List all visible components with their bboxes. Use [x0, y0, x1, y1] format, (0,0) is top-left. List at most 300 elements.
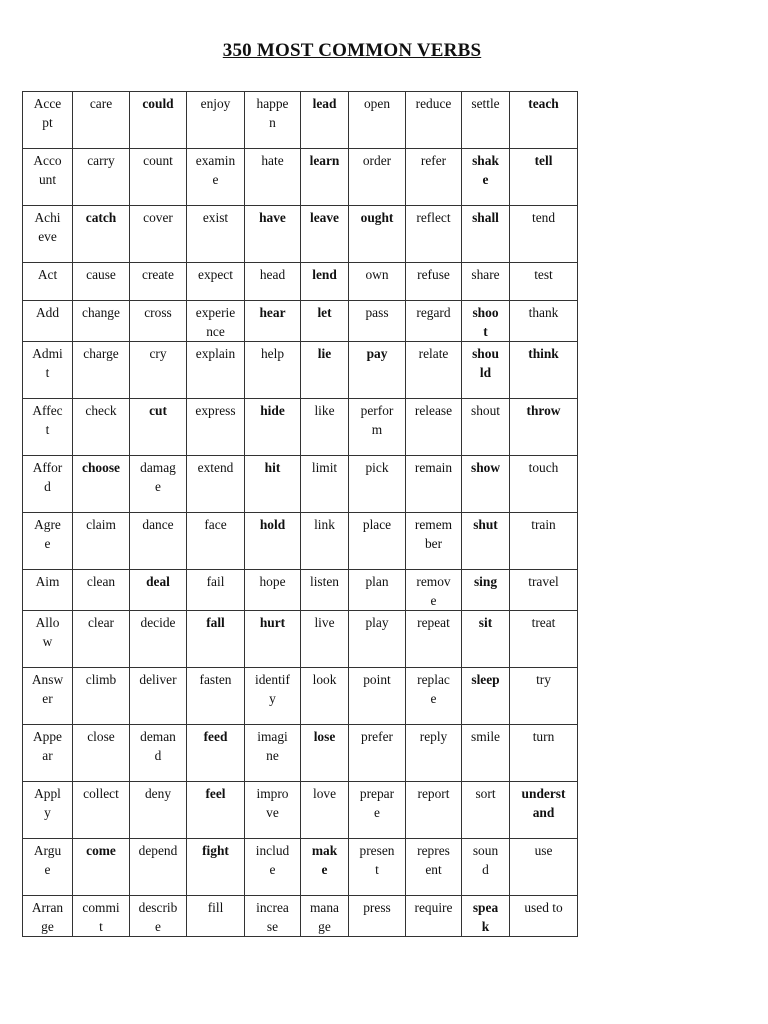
verb-cell-line: plan: [365, 574, 389, 589]
verb-cell-line: ge: [41, 919, 54, 934]
table-row: [23, 92, 578, 149]
verb-cell-line: refer: [420, 153, 447, 168]
verb-cell-line: ar: [42, 748, 53, 763]
verb-cell: [406, 668, 462, 725]
verb-cell: [23, 399, 73, 456]
verb-cell: [245, 570, 301, 611]
verb-cell: [349, 399, 406, 456]
verb-cell: [510, 725, 578, 782]
verb-cell-line: fasten: [199, 672, 232, 687]
verb-cell: [462, 725, 510, 782]
verb-cell-line: e: [430, 593, 437, 608]
verb-cell-line: sit: [478, 615, 493, 630]
verb-cell-line: exist: [202, 210, 229, 225]
verb-cell-line: climb: [85, 672, 117, 687]
verb-cell: [73, 839, 130, 896]
verb-cell-line: press: [363, 900, 391, 915]
verb-cell: [510, 570, 578, 611]
verb-cell-line: create: [142, 267, 174, 282]
verb-cell-line: Answ: [31, 672, 64, 687]
verb-cell-line: touch: [528, 460, 559, 475]
verb-cell: [73, 206, 130, 263]
verb-cell-line: smile: [470, 729, 500, 744]
verb-cell: [245, 399, 301, 456]
verb-cell: [23, 149, 73, 206]
verb-cell-line: lend: [312, 267, 337, 282]
verb-cell: [23, 513, 73, 570]
verb-cell: [245, 513, 301, 570]
verb-cell-line: and: [532, 805, 555, 820]
verb-cell: [510, 342, 578, 399]
verb-cell: [73, 456, 130, 513]
verb-cell-line: teach: [528, 96, 559, 111]
verb-cell-line: own: [365, 267, 389, 282]
verb-cell-line: pass: [365, 305, 389, 320]
verb-cell: [245, 301, 301, 342]
verb-cell: [301, 668, 349, 725]
verb-cell: [462, 456, 510, 513]
verb-cell-line: Acco: [33, 153, 62, 168]
verb-cell: [187, 513, 245, 570]
verb-cell-line: face: [204, 517, 227, 532]
verb-cell-line: report: [417, 786, 450, 801]
table-row: [23, 513, 578, 570]
verb-cell-line: cry: [149, 346, 167, 361]
verb-cell-line: sing: [473, 574, 498, 589]
verb-cell: [130, 570, 187, 611]
verb-cell: [301, 206, 349, 263]
verb-cell-line: y: [44, 805, 51, 820]
verb-cell-line: k: [481, 919, 490, 934]
verb-cell-line: e: [269, 862, 276, 877]
verb-cell: [187, 149, 245, 206]
verb-cell-line: let: [317, 305, 332, 320]
verb-cell-line: hear: [259, 305, 286, 320]
verb-cell-line: experie: [195, 305, 236, 320]
verb-cell-line: Appl: [34, 786, 61, 801]
verb-cell: [349, 896, 406, 937]
verb-cell: [130, 725, 187, 782]
verb-cell: [462, 611, 510, 668]
verb-cell-line: shou: [472, 346, 499, 361]
verb-cell: [510, 782, 578, 839]
verb-cell-line: reflect: [416, 210, 451, 225]
verb-cell-line: commi: [82, 900, 120, 915]
verb-cell: [23, 570, 73, 611]
verb-cell: [406, 301, 462, 342]
verb-cell-line: describ: [138, 900, 178, 915]
verb-cell: [301, 782, 349, 839]
verb-cell-line: ge: [318, 919, 331, 934]
verb-cell-line: live: [314, 615, 335, 630]
verb-cell: [73, 611, 130, 668]
verb-cell-line: ber: [424, 536, 443, 551]
verb-cell-line: order: [362, 153, 392, 168]
verb-cell-line: e: [44, 536, 51, 551]
table-row: [23, 206, 578, 263]
verb-cell-line: includ: [255, 843, 290, 858]
verb-cell-line: e: [482, 172, 489, 187]
verb-cell-line: Agre: [34, 517, 61, 532]
verb-cell: [23, 782, 73, 839]
verb-cell-line: count: [143, 153, 173, 168]
verb-cell-line: e: [374, 805, 380, 820]
verb-cell: [187, 668, 245, 725]
verb-cell-line: clear: [87, 615, 114, 630]
verb-cell: [187, 206, 245, 263]
verb-cell-line: t: [45, 422, 50, 437]
verb-cell-line: throw: [526, 403, 561, 418]
verb-cell: [245, 92, 301, 149]
verb-cell-line: try: [536, 672, 551, 687]
verb-cell-line: lead: [312, 96, 337, 111]
verb-cell: [73, 896, 130, 937]
verb-cell-line: d: [482, 862, 489, 877]
verb-cell: [349, 782, 406, 839]
verb-cell-line: Affor: [32, 460, 63, 475]
verb-cell-line: refuse: [417, 267, 450, 282]
verb-cell: [23, 301, 73, 342]
verb-cell-line: reduce: [415, 96, 452, 111]
verb-cell: [462, 782, 510, 839]
table-row: [23, 399, 578, 456]
verb-cell-line: regard: [416, 305, 451, 320]
verb-cell: [462, 206, 510, 263]
verb-cell-line: hold: [259, 517, 286, 532]
verb-cell-line: m: [371, 422, 383, 437]
verb-cell: [245, 611, 301, 668]
verb-cell: [130, 342, 187, 399]
verb-cell-line: hate: [261, 153, 284, 168]
verb-cell: [130, 668, 187, 725]
verb-cell: [23, 206, 73, 263]
verb-cell-line: feel: [205, 786, 226, 801]
verb-cell: [510, 92, 578, 149]
verb-cell-line: ve: [266, 805, 279, 820]
verb-cell: [349, 570, 406, 611]
verb-cell-line: sort: [475, 786, 496, 801]
verb-cell-line: er: [42, 691, 53, 706]
verb-cell-line: Add: [35, 305, 60, 320]
verb-cell-line: identif: [255, 672, 290, 687]
verb-cell-line: Aim: [35, 574, 60, 589]
verb-cell-line: enjoy: [200, 96, 231, 111]
verb-cell: [301, 149, 349, 206]
verb-cell: [130, 206, 187, 263]
verb-cell: [406, 513, 462, 570]
verb-cell: [73, 725, 130, 782]
verb-cell-line: pay: [366, 346, 388, 361]
verb-cell-line: presen: [359, 843, 395, 858]
verb-cell: [349, 92, 406, 149]
verb-cell-line: e: [155, 479, 161, 494]
verb-cell: [510, 896, 578, 937]
verb-cell-line: remem: [414, 517, 453, 532]
verb-cell-line: t: [483, 324, 488, 339]
verb-cell-line: claim: [86, 517, 116, 532]
verb-cell-line: t: [375, 862, 379, 877]
verb-cell: [73, 263, 130, 301]
table-row: [23, 263, 578, 301]
verb-cell-line: collect: [83, 786, 119, 801]
verb-cell-line: Argu: [33, 843, 62, 858]
verb-cell-line: choose: [82, 460, 120, 475]
verb-cell: [462, 301, 510, 342]
verb-cell: [301, 725, 349, 782]
verb-cell: [73, 570, 130, 611]
verb-cell-line: mak: [311, 843, 338, 858]
verb-cell: [187, 725, 245, 782]
verb-cell: [462, 668, 510, 725]
verb-cell: [349, 149, 406, 206]
verb-cell: [130, 456, 187, 513]
table-row: [23, 725, 578, 782]
verb-cell-line: love: [312, 786, 337, 801]
verb-cell-line: help: [260, 346, 285, 361]
verb-cell-line: have: [259, 210, 286, 225]
verb-cell: [462, 263, 510, 301]
verb-cell: [462, 92, 510, 149]
verb-cell-line: deal: [146, 574, 170, 589]
verb-cell: [462, 839, 510, 896]
verb-cell: [23, 896, 73, 937]
verb-cell: [349, 513, 406, 570]
verb-cell-line: ne: [266, 748, 279, 763]
verb-cell: [510, 668, 578, 725]
table-row: [23, 839, 578, 896]
verb-cell: [23, 342, 73, 399]
verb-cell-line: deliver: [139, 672, 177, 687]
verb-cell: [245, 839, 301, 896]
verb-cell: [349, 456, 406, 513]
verb-cell: [73, 92, 130, 149]
verb-cell: [349, 611, 406, 668]
verb-table: [22, 91, 578, 937]
table-row: [23, 782, 578, 839]
verb-cell: [245, 725, 301, 782]
verb-cell: [406, 149, 462, 206]
verb-cell-line: cross: [144, 305, 172, 320]
verb-cell-line: w: [42, 634, 53, 649]
verb-cell-line: reply: [419, 729, 448, 744]
verb-cell: [130, 92, 187, 149]
verb-cell-line: e: [44, 862, 51, 877]
verb-cell: [23, 839, 73, 896]
verb-cell: [301, 92, 349, 149]
verb-cell-line: pick: [365, 460, 389, 475]
verb-cell: [187, 782, 245, 839]
verb-cell-line: point: [363, 672, 391, 687]
verb-cell-line: deman: [140, 729, 176, 744]
verb-cell-line: se: [266, 919, 279, 934]
verb-cell-line: shall: [472, 210, 499, 225]
verb-cell: [510, 263, 578, 301]
verb-cell-line: travel: [528, 574, 559, 589]
verb-cell: [245, 206, 301, 263]
verb-cell: [187, 896, 245, 937]
verb-cell: [301, 399, 349, 456]
verb-cell-line: unt: [38, 172, 57, 187]
verb-cell-line: e: [321, 862, 328, 877]
verb-cell: [301, 896, 349, 937]
table-row: [23, 668, 578, 725]
verb-cell-line: Allo: [35, 615, 60, 630]
verb-cell: [406, 611, 462, 668]
verb-cell: [23, 456, 73, 513]
verb-cell: [187, 456, 245, 513]
table-row: [23, 896, 578, 937]
verb-cell-line: Admi: [32, 346, 63, 361]
verb-cell-line: fill: [207, 900, 224, 915]
verb-cell: [349, 839, 406, 896]
verb-cell-line: lie: [317, 346, 332, 361]
table-row: [23, 570, 578, 611]
verb-cell-line: prepar: [359, 786, 395, 801]
verb-cell-line: Achi: [34, 210, 61, 225]
verb-cell: [349, 263, 406, 301]
verb-cell-line: hit: [264, 460, 281, 475]
verb-cell-line: shout: [470, 403, 501, 418]
verb-cell-line: train: [531, 517, 556, 532]
verb-cell-line: Appe: [32, 729, 62, 744]
verb-cell-line: cause: [86, 267, 116, 282]
verb-cell: [301, 513, 349, 570]
verb-cell-line: head: [259, 267, 286, 282]
verb-cell-line: e: [430, 691, 437, 706]
verb-cell-line: imagi: [257, 729, 288, 744]
verb-cell-line: shut: [473, 517, 498, 532]
verb-cell: [462, 342, 510, 399]
verb-cell-line: feed: [203, 729, 228, 744]
verb-cell: [130, 263, 187, 301]
verb-cell: [130, 513, 187, 570]
verb-cell-line: sleep: [471, 672, 500, 687]
verb-cell: [245, 456, 301, 513]
verb-cell-line: d: [44, 479, 51, 494]
verb-cell: [73, 668, 130, 725]
verb-cell-line: link: [314, 517, 335, 532]
verb-cell: [130, 782, 187, 839]
verb-cell-line: repeat: [417, 615, 450, 630]
verb-cell: [187, 92, 245, 149]
verb-cell: [301, 301, 349, 342]
verb-cell-line: test: [534, 267, 553, 282]
verb-cell-line: leave: [310, 210, 339, 225]
verb-cell-line: ought: [360, 210, 394, 225]
verb-cell: [406, 839, 462, 896]
verb-cell-line: settle: [471, 96, 500, 111]
verb-cell-line: remain: [414, 460, 453, 475]
verb-cell-line: check: [85, 403, 117, 418]
verb-cell: [187, 263, 245, 301]
verb-cell-line: require: [414, 900, 453, 915]
verb-cell: [187, 611, 245, 668]
verb-cell: [73, 149, 130, 206]
verb-cell-line: carry: [87, 153, 115, 168]
verb-cell: [301, 570, 349, 611]
verb-cell: [462, 399, 510, 456]
verb-cell: [510, 611, 578, 668]
verb-cell-line: Affec: [32, 403, 63, 418]
verb-cell-line: shoo: [472, 305, 499, 320]
verb-cell: [349, 206, 406, 263]
verb-cell-line: listen: [309, 574, 339, 589]
verb-cell-line: change: [82, 305, 120, 320]
verb-cell-line: Acce: [33, 96, 62, 111]
verb-cell-line: tell: [534, 153, 553, 168]
verb-cell-line: hurt: [259, 615, 286, 630]
verb-cell: [406, 570, 462, 611]
verb-cell: [510, 839, 578, 896]
verb-cell-line: fall: [206, 615, 225, 630]
verb-cell-line: share: [471, 267, 500, 282]
verb-cell-line: repres: [417, 843, 450, 858]
verb-cell: [130, 149, 187, 206]
verb-cell: [462, 896, 510, 937]
verb-cell-line: dance: [142, 517, 174, 532]
verb-cell: [187, 342, 245, 399]
verb-cell-line: treat: [531, 615, 556, 630]
verb-cell: [187, 301, 245, 342]
verb-cell-line: clean: [86, 574, 116, 589]
verb-cell: [510, 206, 578, 263]
verb-cell-line: underst: [521, 786, 566, 801]
table-row: [23, 149, 578, 206]
verb-cell: [349, 668, 406, 725]
verb-cell-line: open: [363, 96, 391, 111]
verb-cell-line: n: [269, 115, 276, 130]
verb-cell: [130, 301, 187, 342]
verb-cell: [301, 263, 349, 301]
verb-cell-line: d: [154, 748, 162, 763]
verb-cell-line: e: [155, 919, 161, 934]
verb-cell: [406, 456, 462, 513]
verb-cell-line: think: [528, 346, 559, 361]
verb-cell-line: show: [470, 460, 501, 475]
verb-cell: [510, 513, 578, 570]
verb-cell-line: place: [362, 517, 392, 532]
verb-cell: [73, 301, 130, 342]
verb-cell-line: impro: [256, 786, 289, 801]
verb-cell-line: fight: [202, 843, 229, 858]
verb-cell: [245, 263, 301, 301]
verb-cell-line: deny: [144, 786, 172, 801]
verb-cell-line: catch: [85, 210, 117, 225]
verb-cell-line: release: [414, 403, 453, 418]
verb-cell: [73, 399, 130, 456]
verb-cell-line: ld: [479, 365, 492, 380]
verb-cell: [73, 342, 130, 399]
document-title: 350 MOST COMMON VERBS: [222, 40, 482, 61]
verb-cell: [23, 611, 73, 668]
table-row: [23, 301, 578, 342]
verb-cell-line: Act: [37, 267, 58, 282]
verb-cell: [406, 92, 462, 149]
verb-cell: [187, 839, 245, 896]
verb-cell-line: t: [45, 365, 50, 380]
verb-cell: [406, 206, 462, 263]
verb-cell-line: cover: [143, 210, 173, 225]
verb-cell: [23, 725, 73, 782]
verb-cell-line: mana: [310, 900, 339, 915]
verb-cell-line: Arran: [31, 900, 64, 915]
verb-cell-line: could: [142, 96, 174, 111]
table-row: [23, 456, 578, 513]
verb-cell: [130, 839, 187, 896]
verb-cell-line: extend: [197, 460, 234, 475]
verb-cell-line: turn: [532, 729, 555, 744]
verb-cell-line: cut: [149, 403, 167, 418]
